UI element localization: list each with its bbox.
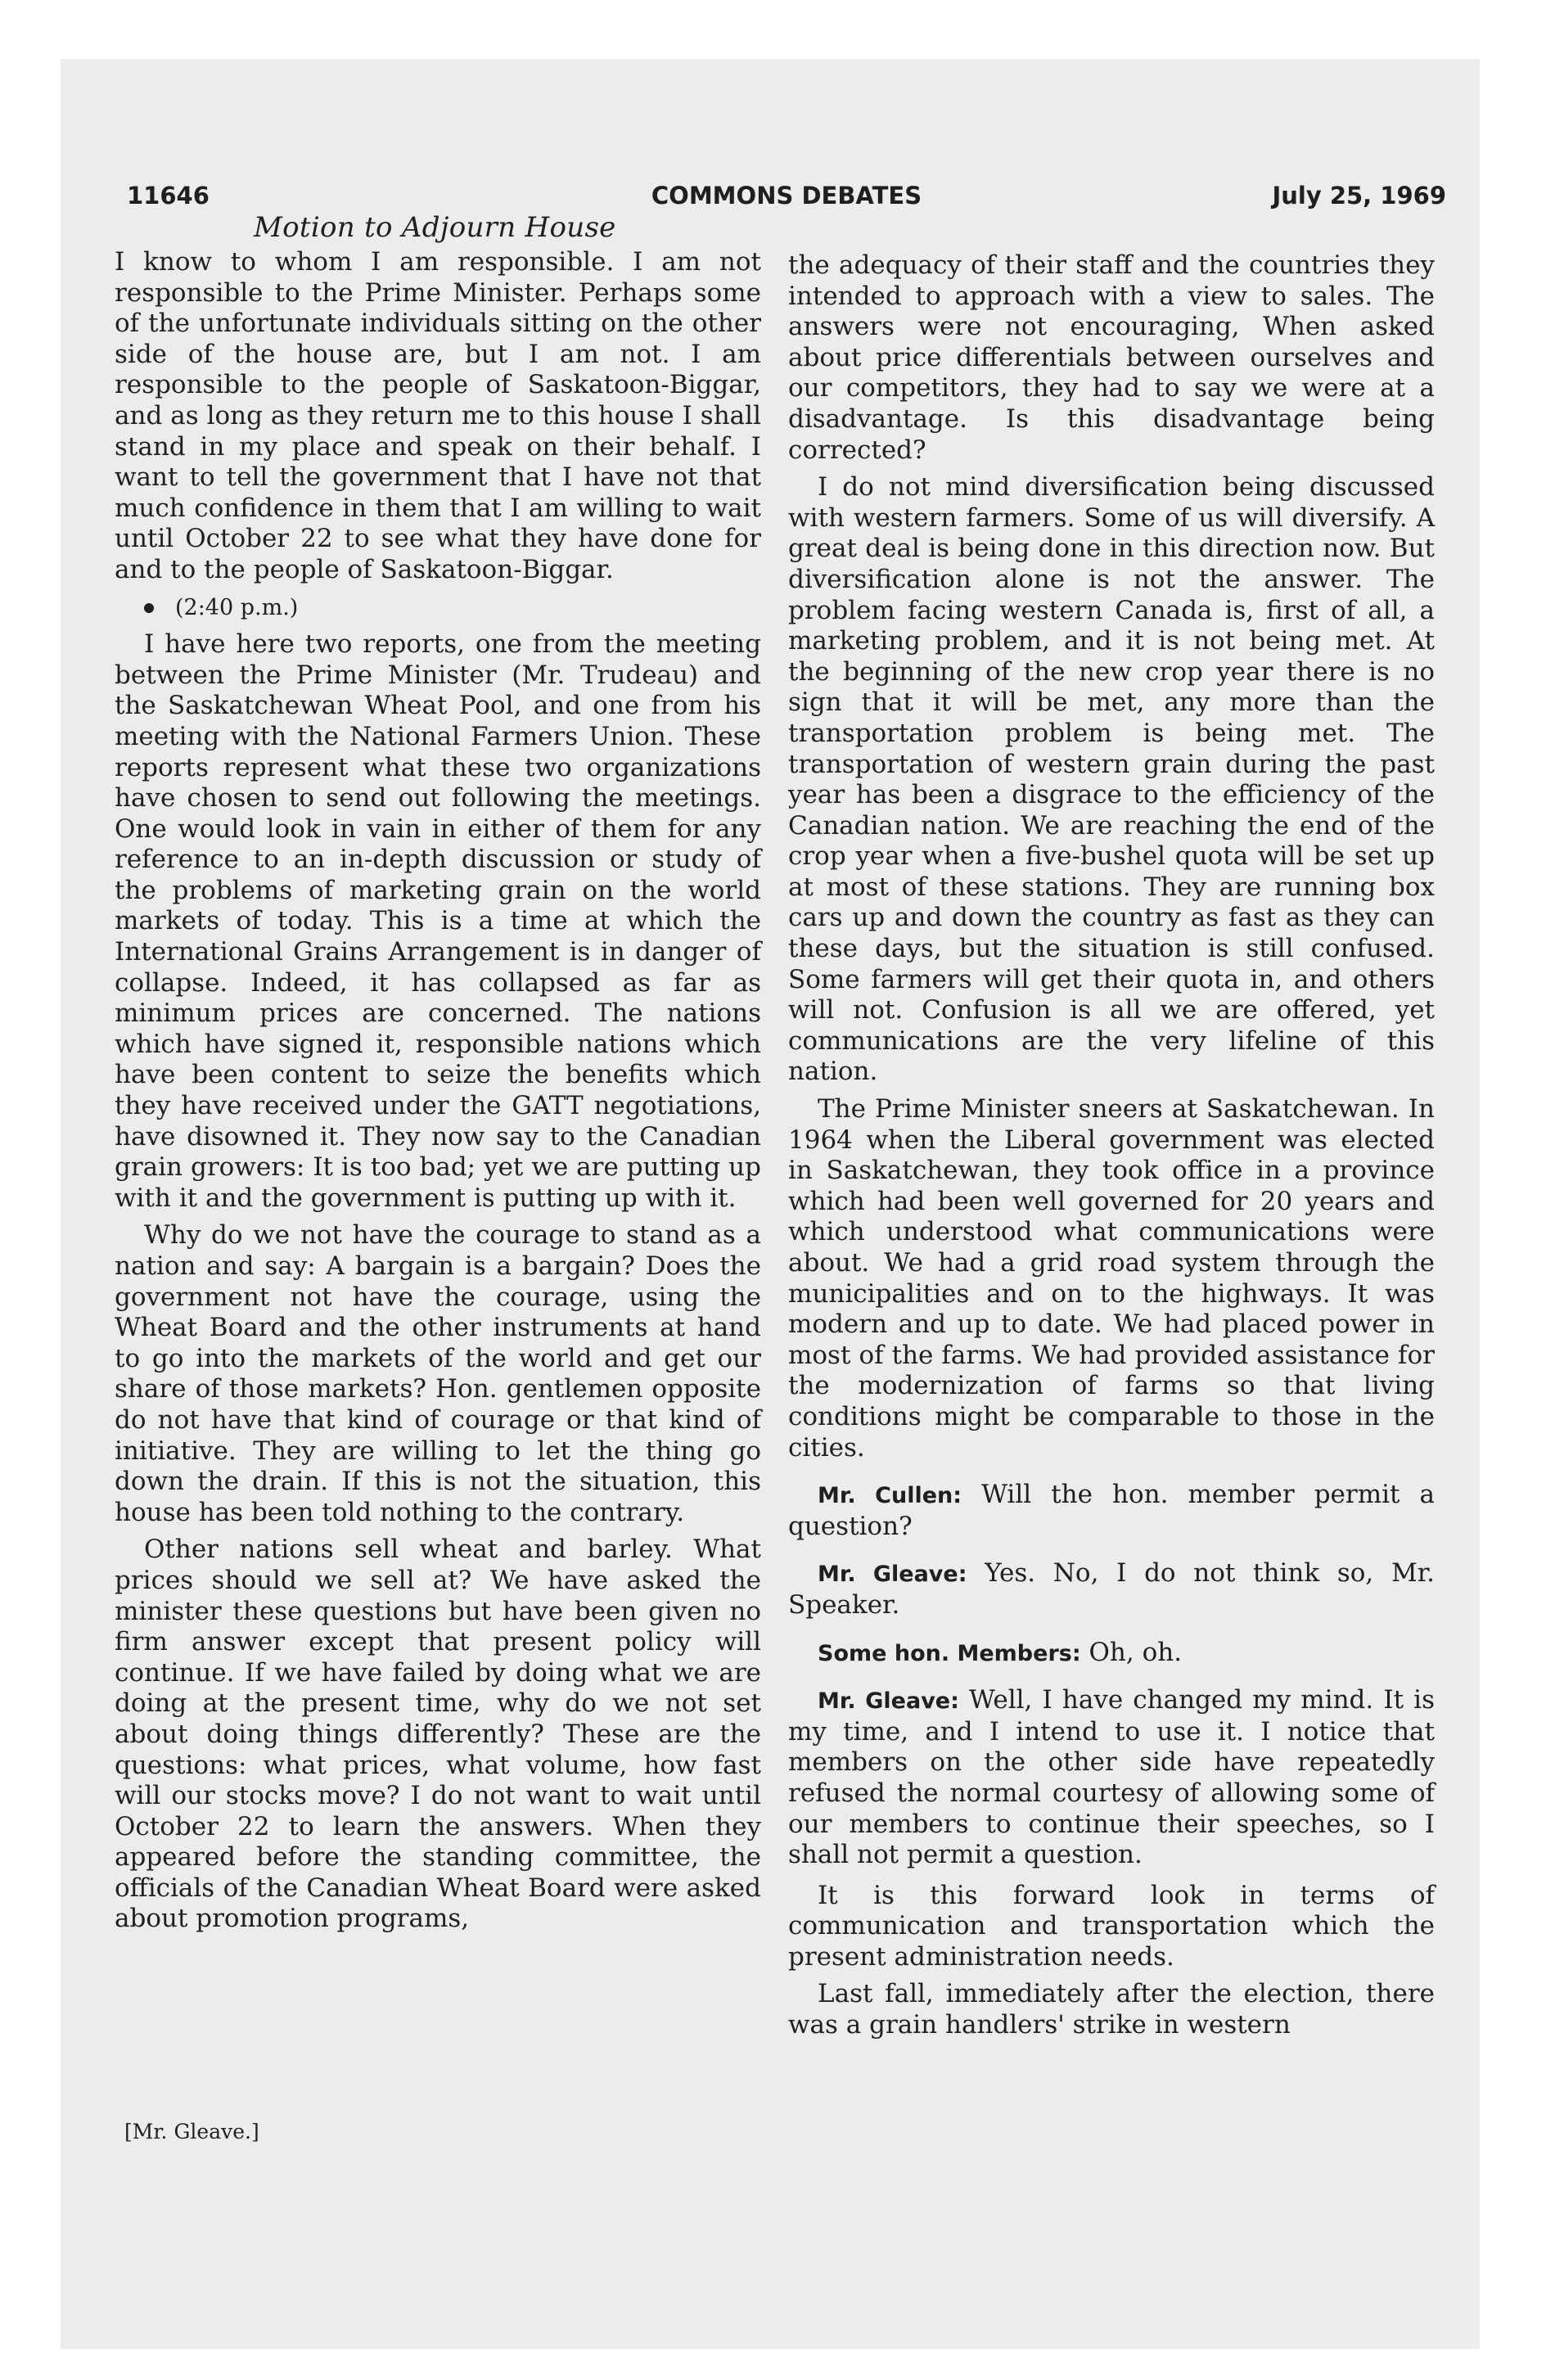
right-column bbox=[788, 250, 1435, 2048]
paragraph: I have here two reports, one from the meeting between the Prime Minister (Mr. Trudeau) and the Saskatchewan Wheat Pool, and one from his meeting with the National Farmers Union. These reports represent what these two organizations have chosen to send out following the meetings. One would look in vain in either of them for any reference to an in-depth discussion or study of the problems of marketing grain on the world markets of today. This is a time at which the International Grains Arrangement is in danger of collapse. Indeed, it has collapsed as far as minimum prices are concerned. The nations which have signed it, responsible nations which have been content to seize the benefits which they have received under the GATT negotiations, have disowned it. They now say to the Canadian grain growers: It is too bad; yet we are putting up with it and the government is putting up with it. bbox=[115, 629, 761, 1213]
speech-text: Yes. No, I do not think so, Mr. Speaker. bbox=[788, 1558, 1435, 1620]
speech-gleave bbox=[788, 1558, 1435, 1620]
time-stamp-text: (2:40 p.m.) bbox=[175, 594, 299, 620]
speaker-name: Some hon. Members: bbox=[818, 1640, 1081, 1666]
speaker-name: Mr. Gleave: bbox=[818, 1688, 959, 1715]
speaker-name: Mr. Gleave: bbox=[818, 1562, 967, 1588]
paragraph: It is this forward look in terms of communication and transportation which the present administration needs. bbox=[788, 1880, 1435, 1972]
paragraph: Last fall, immediately after the election, there was a grain handlers' strike in western bbox=[788, 1979, 1435, 2040]
speaker-footer: [Mr. Gleave.] bbox=[124, 2120, 259, 2143]
speech-text: Oh, oh. bbox=[1089, 1637, 1183, 1667]
publication-title: COMMONS DEBATES bbox=[651, 182, 922, 210]
speech-text: Well, I have changed my mind. It is my time, and I intend to use it. I notice that members on the other side have repeatedly refused the normal courtesy of allowing some of our members to continue their speeches, so I shall not permit a question. bbox=[788, 1685, 1435, 1870]
page-number: 11646 bbox=[127, 182, 210, 210]
paragraph: Other nations sell wheat and barley. What prices should we sell at? We have asked the minister these questions but have been given no firm answer except that present policy will continue. If we have failed by doing what we are doing at the present time, why do we not set about doing things differently? These are the questions: what prices, what volume, how fast will our stocks move? I do not want to wait until October 22 to learn the answers. When they appeared before the standing committee, the officials of the Canadian Wheat Board were asked about promotion programs, bbox=[115, 1535, 761, 1934]
bullet-icon bbox=[144, 603, 154, 613]
paragraph: the adequacy of their staff and the countries they intended to approach with a view to sales. The answers were not encouraging, When asked about price differentials between ourselves and our competitors, they had to say we were at a disadvantage. Is this disadvantage being corrected? bbox=[788, 250, 1435, 465]
left-column bbox=[115, 247, 761, 1941]
paragraph: The Prime Minister sneers at Saskatchewan. In 1964 when the Liberal government was elected in Saskatchewan, they took office in a province which had been well governed for 20 years and which understood what communications were about. We had a grid road system through the municipalities and on to the highways. It was modern and up to date. We had placed power in most of the farms. We had provided assistance for the modernization of farms so that living conditions might be comparable to those in the cities. bbox=[788, 1094, 1435, 1463]
publication-date: July 25, 1969 bbox=[1272, 182, 1446, 210]
section-subheading: Motion to Adjourn House bbox=[254, 211, 616, 244]
paragraph: I do not mind diversification being discussed with western farmers. Some of us will diversify. A great deal is being done in this direction now. But diversification alone is not the answer. The problem facing western Canada is, first of all, a marketing problem, and it is not being met. At the beginning of the new crop year there is no sign that it will be met, any more than the transportation problem is being met. The transportation of western grain during the past year has been a disgrace to the efficiency of the Canadian nation. We are reaching the end of the crop year when a five-bushel quota will be set up at most of these stations. They are running box cars up and down the country as fast as they can these days, but the situation is still confused. Some farmers will get their quota in, and others will not. Confusion is all we are offered, yet communications are the very lifeline of this nation. bbox=[788, 472, 1435, 1087]
speech-members bbox=[788, 1638, 1435, 1670]
time-stamp bbox=[115, 593, 761, 624]
paragraph: Why do we not have the courage to stand as a nation and say: A bargain is a bargain? Does the government not have the courage, using the Wheat Board and the other instruments at hand to go into the markets of the world and get our share of those markets? Hon. gentlemen opposite do not have that kind of courage or that kind of initiative. They are willing to let the thing go down the drain. If this is not the situation, this house has been told nothing to the contrary. bbox=[115, 1220, 761, 1527]
paragraph: I know to whom I am responsible. I am not responsible to the Prime Minister. Perhaps some of the unfortunate individuals sitting on the other side of the house are, but I am not. I am responsible to the people of Saskatoon-Biggar, and as long as they return me to this house I shall stand in my place and speak on their behalf. I want to tell the government that I have not that much confidence in them that I am willing to wait until October 22 to see what they have done for and to the people of Saskatoon-Biggar. bbox=[115, 247, 761, 584]
speaker-name: Mr. Cullen: bbox=[818, 1483, 962, 1509]
speech-text: Will the hon. member permit a question? bbox=[788, 1480, 1435, 1541]
running-header bbox=[127, 182, 1446, 214]
speech-gleave-2 bbox=[788, 1685, 1435, 1871]
speech-cullen bbox=[788, 1480, 1435, 1542]
